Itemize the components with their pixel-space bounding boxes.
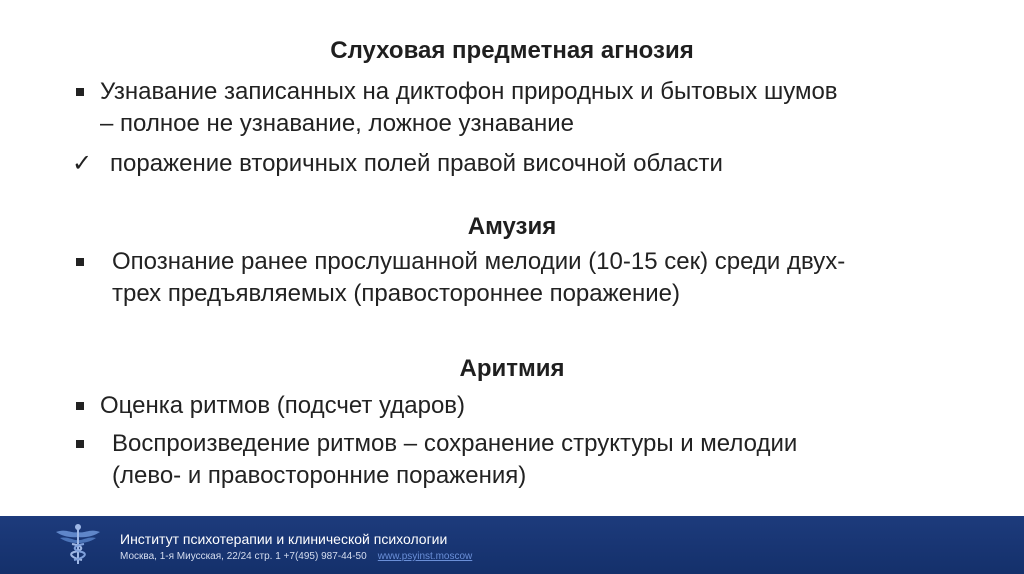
list-item xyxy=(72,246,972,310)
institute-name: Институт психотерапии и клинической психологии xyxy=(120,531,448,547)
checkmark-icon: ✓ xyxy=(72,150,93,177)
item-line: (лево- и правосторонние поражения) xyxy=(112,462,527,489)
list-item xyxy=(72,148,972,180)
list-item xyxy=(72,390,972,422)
caduceus-logo-icon xyxy=(50,522,106,568)
item-line: трех предъявляемых (правостороннее поражение) xyxy=(112,280,681,307)
square-bullet-icon xyxy=(76,88,84,96)
heading-auditory-agnosia: Слуховая предметная агнозия xyxy=(330,37,694,64)
item-line: – полное не узнавание, ложное узнавание xyxy=(100,110,574,137)
list-item xyxy=(72,428,972,492)
item-line: Оценка ритмов (подсчет ударов) xyxy=(100,392,466,419)
square-bullet-icon xyxy=(76,440,84,448)
item-line: Воспроизведение ритмов – сохранение структуры и мелодии xyxy=(112,430,798,457)
item-line: Опознание ранее прослушанной мелодии (10-15 сек) среди двух- xyxy=(112,248,846,275)
list-item xyxy=(72,76,972,140)
heading-arrhythmia: Аритмия xyxy=(459,355,565,382)
institute-contact xyxy=(120,550,472,564)
square-bullet-icon xyxy=(76,402,84,410)
item-line: поражение вторичных полей правой височной области xyxy=(110,150,723,177)
item-line: Узнавание записанных на диктофон природных и бытовых шумов xyxy=(100,78,838,105)
footer-bar xyxy=(0,516,1024,574)
heading-amusia: Амузия xyxy=(467,213,557,240)
square-bullet-icon xyxy=(76,258,84,266)
institute-address: Москва, 1-я Миусская, 22/24 стр. 1 +7(495) 987-44-50 xyxy=(120,551,367,562)
website-link[interactable]: www.psyinst.moscow xyxy=(377,551,473,562)
